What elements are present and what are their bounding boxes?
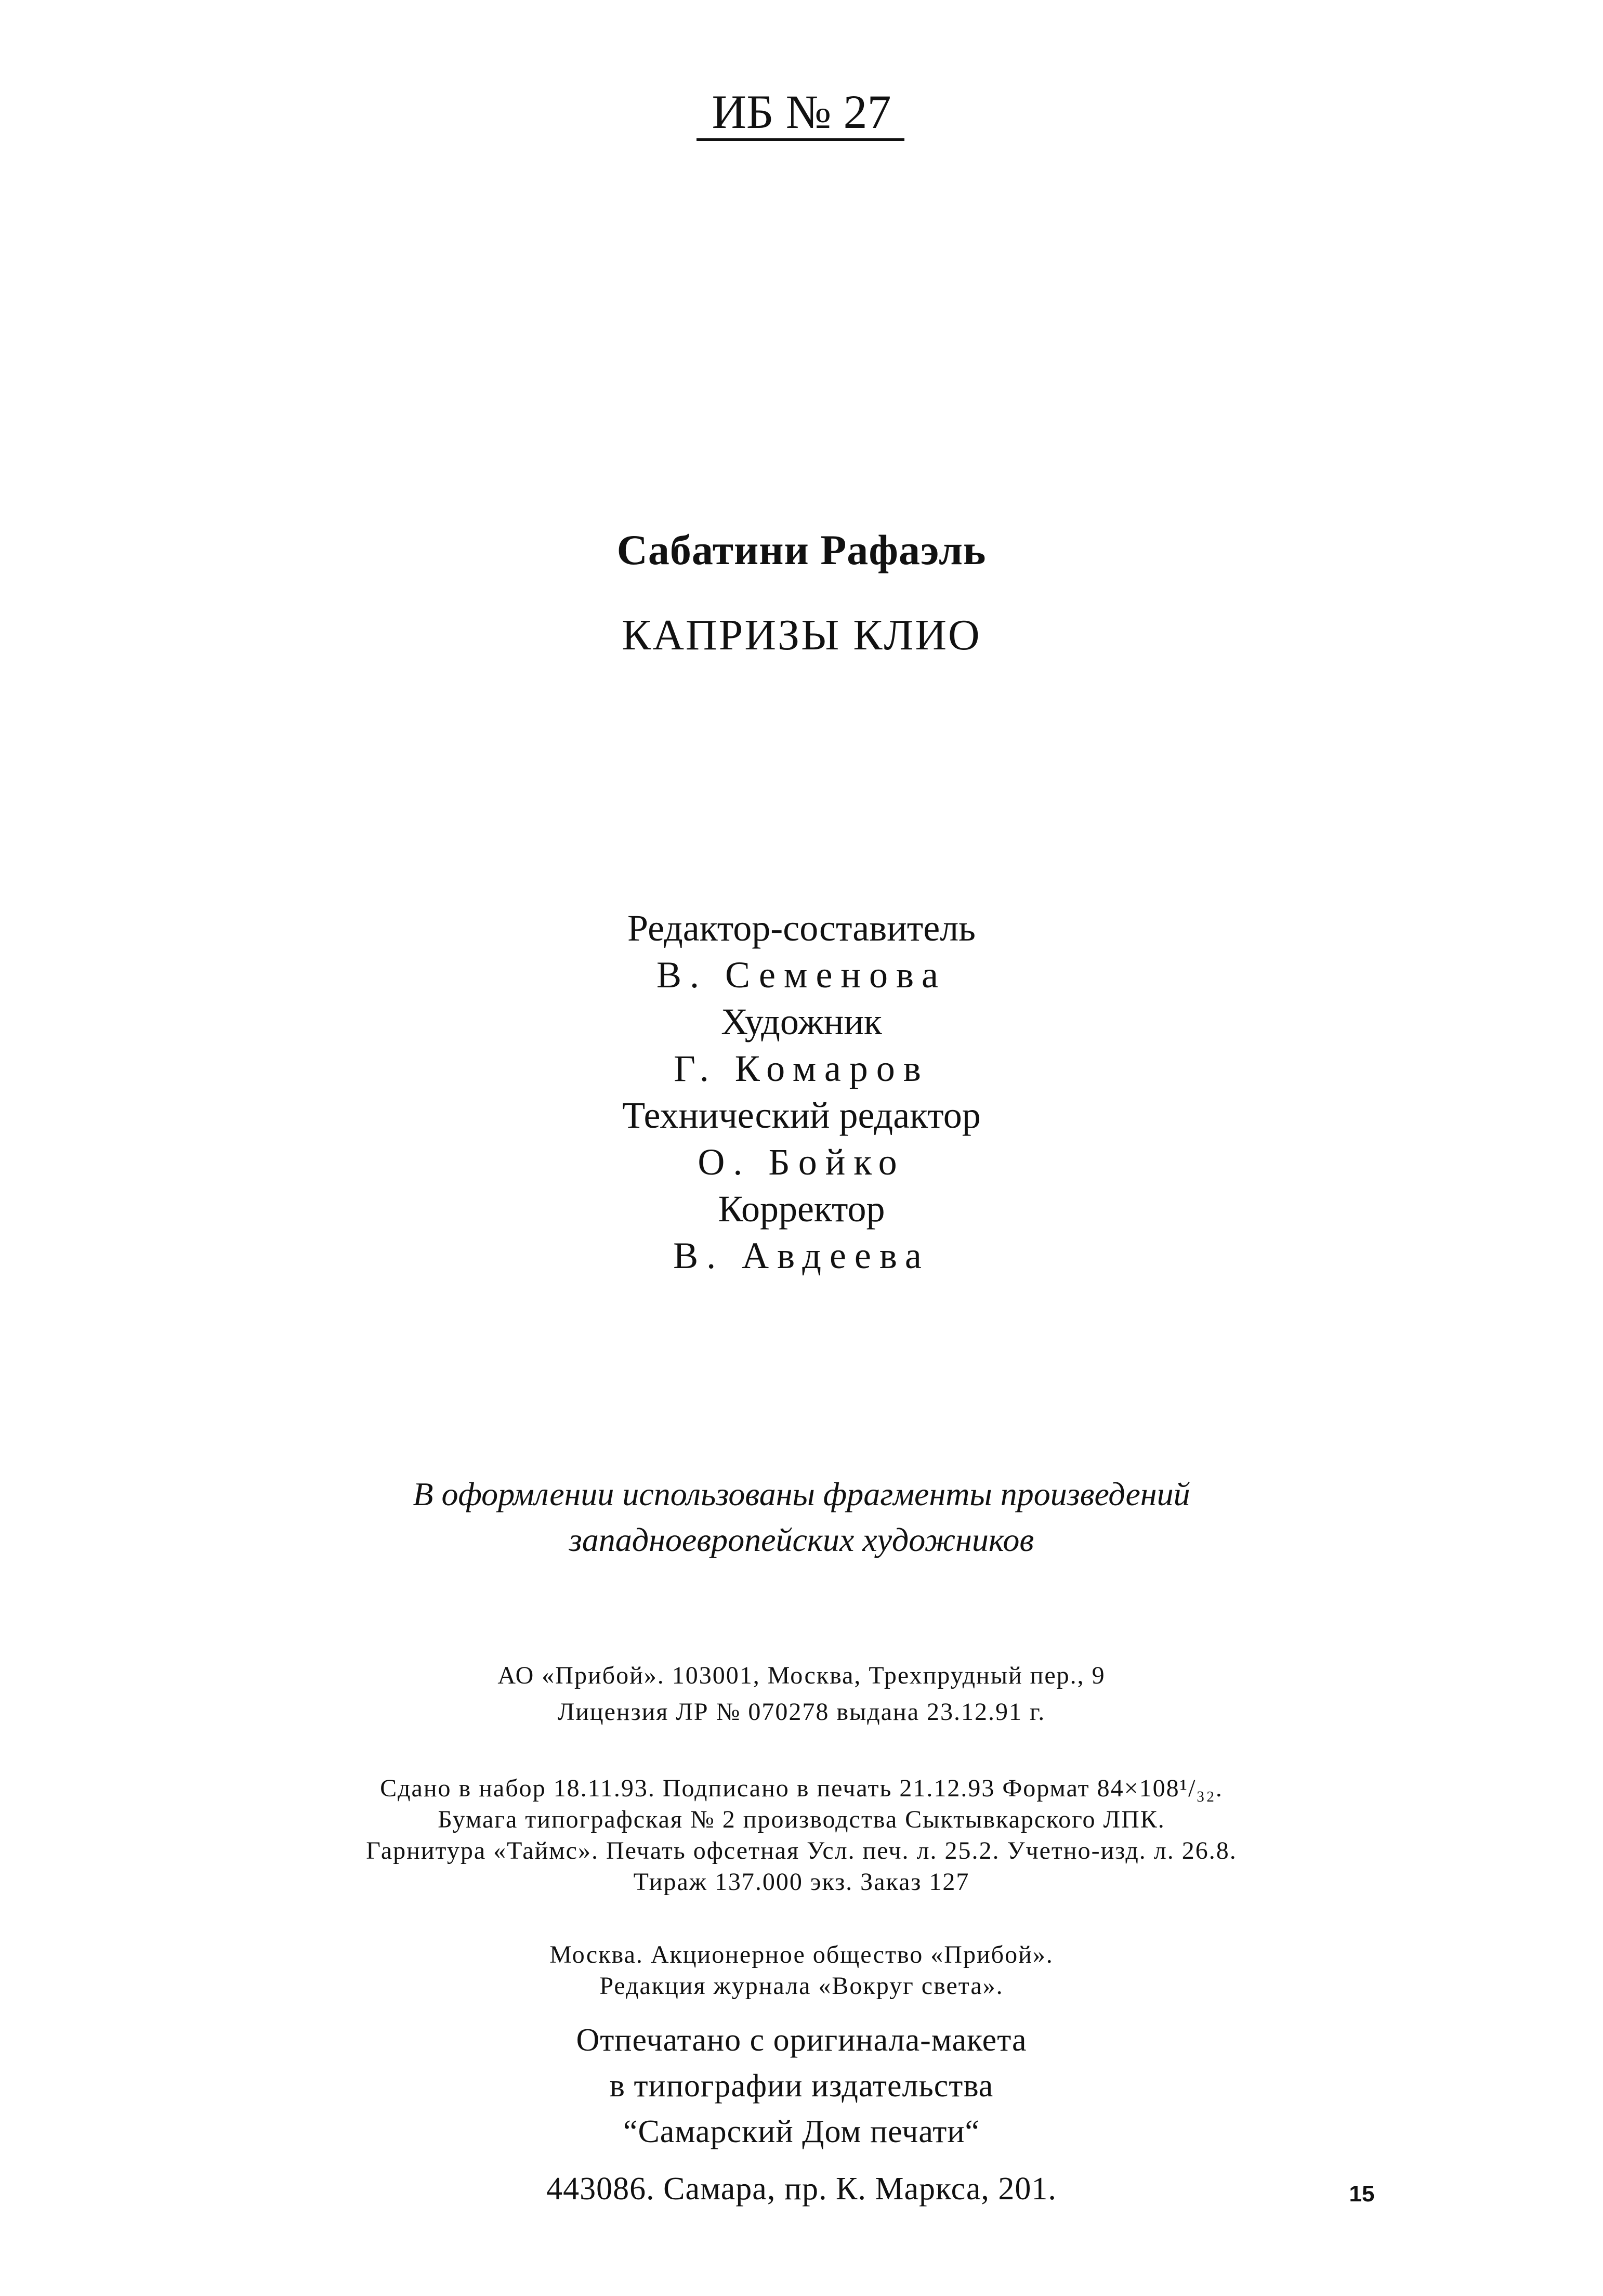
credits-block (0, 905, 1603, 1279)
ib-underline (697, 138, 904, 141)
imprint-block (0, 1773, 1603, 1898)
press-line: Отпечатано с оригинала-макета (576, 2023, 1027, 2058)
credit-role-proofreader: Корректор (718, 1188, 885, 1230)
book-title: КАПРИЗЫ КЛИО (622, 611, 981, 659)
credit-name-proofreader: В. Авдеева (673, 1235, 930, 1276)
page-number: 15 (1349, 2181, 1375, 2207)
publisher-license: Лицензия ЛР № 070278 выдана 23.12.91 г. (557, 1698, 1046, 1726)
credit-name-tech-editor: О. Бойко (698, 1141, 905, 1183)
design-note-line: В оформлении использованы фрагменты произведений (413, 1476, 1190, 1512)
imprint-line: Бумага типографская № 2 производства Сыктывкарского ЛПК. (438, 1806, 1165, 1833)
credit-name-artist: Г. Комаров (674, 1048, 929, 1089)
printer-line: Редакция журнала «Вокруг света». (599, 1972, 1004, 2000)
credit-role-artist: Художник (721, 1001, 882, 1042)
press-info (0, 2017, 1603, 2155)
design-note (0, 1471, 1603, 1563)
ib-number: ИБ № 27 (712, 85, 891, 138)
publisher-address: АО «Прибой». 103001, Москва, Трехпрудный пер., 9 (497, 1662, 1106, 1689)
credit-role-editor: Редактор-составитель (627, 907, 976, 949)
imprint-line: Сдано в набор 18.11.93. Подписано в печать 21.12.93 Формат 84×108¹/₃₂. (380, 1775, 1223, 1802)
publisher-info (0, 1658, 1603, 1730)
printer-line: Москва. Акционерное общество «Прибой». (549, 1941, 1054, 1968)
imprint-line: Тираж 137.000 экз. Заказ 127 (633, 1868, 970, 1896)
credit-role-tech-editor: Технический редактор (622, 1094, 981, 1136)
design-note-line: западноевропейских художников (569, 1521, 1034, 1558)
press-line: “Самарский Дом печати“ (623, 2114, 980, 2149)
book-author: Сабатини Рафаэль (616, 526, 987, 573)
press-address: 443086. Самара, пр. К. Маркса, 201. (546, 2171, 1057, 2207)
credit-name-editor: В. Семенова (656, 954, 947, 996)
printer-info (0, 1939, 1603, 2002)
press-line: в типографии издательства (609, 2068, 994, 2104)
imprint-line: Гарнитура «Таймс». Печать офсетная Усл. печ. л. 25.2. Учетно-изд. л. 26.8. (366, 1837, 1237, 1864)
